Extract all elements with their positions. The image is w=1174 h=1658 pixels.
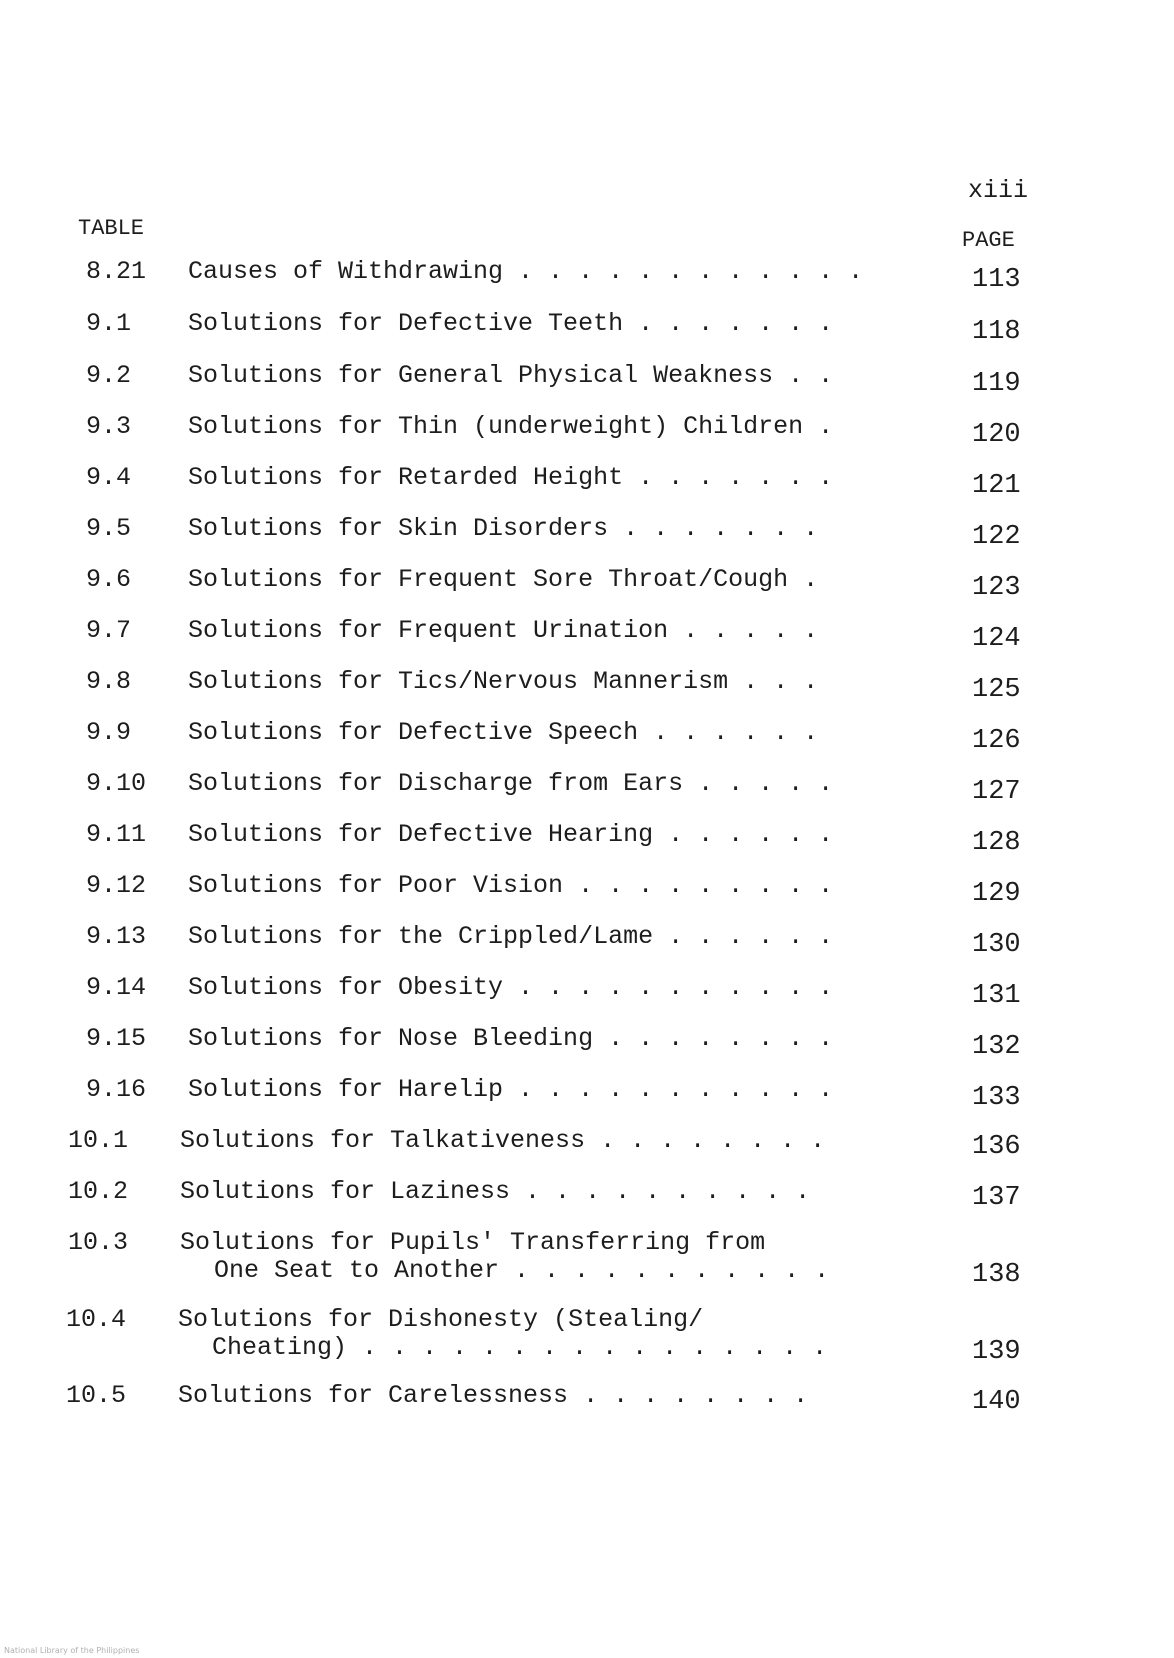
title-line: Solutions for the Crippled/Lame . . . . . . [188,922,834,951]
table-title [188,566,888,594]
table-title [188,310,888,338]
page-ref: 133 [972,1083,1021,1113]
table-number: 9.14 [86,973,147,1002]
title-line: Solutions for Frequent Sore Throat/Cough . [188,565,819,594]
table-column-header: TABLE [78,216,145,241]
table-number: 9.7 [86,616,132,645]
page-ref: 138 [972,1260,1021,1290]
page-ref: 127 [972,777,1021,807]
page-ref: 119 [972,369,1021,399]
page-ref: 118 [972,317,1021,347]
table-number: 9.1 [86,309,132,338]
table-title [188,258,888,286]
table-number: 9.3 [86,412,132,441]
page-ref: 120 [972,420,1021,450]
title-line: Solutions for Obesity . . . . . . . . . . . [188,973,834,1002]
page-ref: 125 [972,675,1021,705]
page-ref: 131 [972,981,1021,1011]
title-line: Solutions for Dishonesty (Stealing/ [178,1305,704,1334]
title-continuation: Cheating) . . . . . . . . . . . . . . . . [212,1333,828,1362]
title-line: Solutions for Frequent Urination . . . . . [188,616,819,645]
table-title [180,1229,880,1285]
table-title [188,617,888,645]
table-number: 9.10 [86,769,147,798]
title-line: Solutions for Skin Disorders . . . . . . . [188,514,819,543]
table-number: 10.5 [66,1381,127,1410]
title-line: Solutions for Defective Teeth . . . . . . . [188,309,834,338]
title-line: Solutions for General Physical Weakness . . [188,361,834,390]
page-ref: 129 [972,879,1021,909]
scan-footer: National Library of the Philippines [4,1646,140,1655]
table-title [188,362,888,390]
table-title [180,1178,880,1206]
table-title [188,464,888,492]
page-ref: 130 [972,930,1021,960]
page-ref: 122 [972,522,1021,552]
title-line: Solutions for Tics/Nervous Mannerism . . . [188,667,819,696]
table-number: 9.13 [86,922,147,951]
table-number: 9.2 [86,361,132,390]
table-title [178,1306,878,1362]
title-line: Solutions for Defective Hearing . . . . . . [188,820,834,849]
table-title [188,872,888,900]
table-number: 9.5 [86,514,132,543]
page-ref: 139 [972,1337,1021,1367]
table-number: 10.4 [66,1305,127,1334]
table-title [188,923,888,951]
table-number: 10.1 [68,1126,129,1155]
table-number: 10.3 [68,1228,129,1257]
table-number: 9.4 [86,463,132,492]
title-line: Solutions for Discharge from Ears . . . . . [188,769,834,798]
title-line: Causes of Withdrawing . . . . . . . . . . . . [188,257,864,286]
table-number: 9.6 [86,565,132,594]
table-number: 8.21 [86,257,147,286]
table-title [188,668,888,696]
table-number: 9.12 [86,871,147,900]
page-ref: 128 [972,828,1021,858]
page-ref: 140 [972,1387,1021,1417]
page-ref: 136 [972,1132,1021,1162]
page-ref: 121 [972,471,1021,501]
page-ref: 132 [972,1032,1021,1062]
page-number: xiii [968,176,1029,205]
table-title [188,719,888,747]
title-line: Solutions for Talkativeness . . . . . . . . [180,1126,826,1155]
table-title [188,1025,888,1053]
title-line: Solutions for Nose Bleeding . . . . . . . . [188,1024,834,1053]
page-ref: 124 [972,624,1021,654]
page-ref: 126 [972,726,1021,756]
table-title [188,515,888,543]
table-title [178,1382,878,1410]
table-title [180,1127,880,1155]
table-title [188,821,888,849]
table-number: 9.8 [86,667,132,696]
table-title [188,1076,888,1104]
table-title [188,413,888,441]
table-number: 9.16 [86,1075,147,1104]
title-line: Solutions for Defective Speech . . . . . . [188,718,819,747]
page-ref: 113 [972,265,1021,295]
title-continuation: One Seat to Another . . . . . . . . . . . [214,1256,830,1285]
title-line: Solutions for Retarded Height . . . . . . . [188,463,834,492]
title-line: Solutions for Carelessness . . . . . . . . [178,1381,809,1410]
title-line: Solutions for Pupils' Transferring from [180,1228,766,1257]
title-line: Solutions for Poor Vision . . . . . . . . . [188,871,834,900]
table-number: 10.2 [68,1177,129,1206]
page-ref: 137 [972,1183,1021,1213]
title-line: Solutions for Laziness . . . . . . . . . . [180,1177,811,1206]
title-line: Solutions for Harelip . . . . . . . . . . . [188,1075,834,1104]
table-number: 9.9 [86,718,132,747]
table-number: 9.15 [86,1024,147,1053]
table-title [188,770,888,798]
table-title [188,974,888,1002]
table-number: 9.11 [86,820,147,849]
title-line: Solutions for Thin (underweight) Children . [188,412,834,441]
page-column-header: PAGE [962,228,1015,253]
page-ref: 123 [972,573,1021,603]
